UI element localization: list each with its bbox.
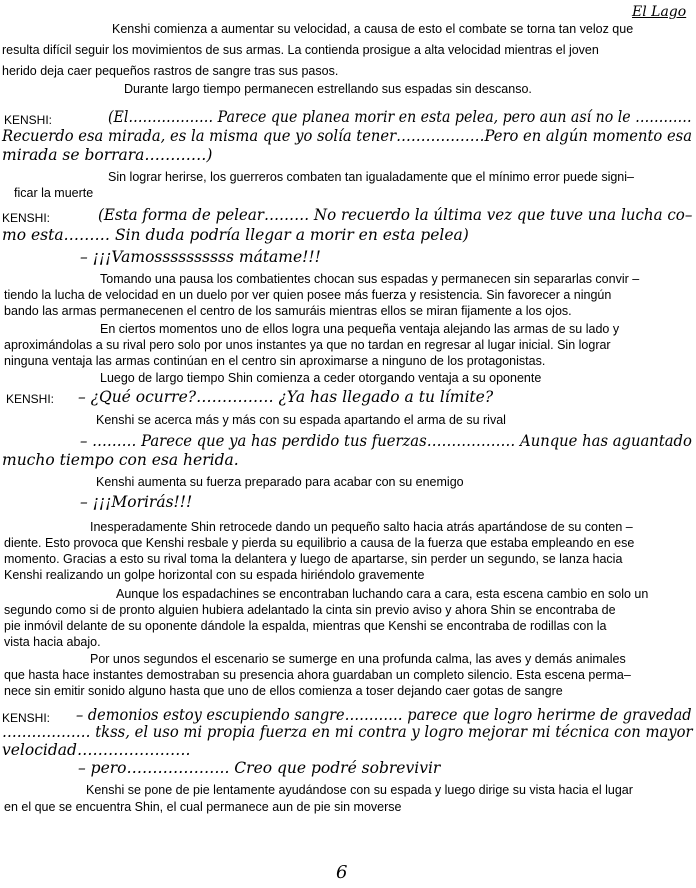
- narration-line: Kenshi aumenta su fuerza preparado para acabar con su enemigo: [96, 475, 464, 489]
- narration-line: aproximándolas a su rival pero solo por unos instantes ya que no tardan en regresar al lugar inicial. Sin lograr: [4, 338, 611, 352]
- narration-line: ninguna ventaja las armas continúan en el centro sin aproximarse a ninguno de los protagonistas.: [4, 354, 546, 368]
- narration-line: ficar la muerte: [14, 186, 94, 200]
- narration-line: Sin lograr herirse, los guerreros combaten tan igualadamente que el mínimo error puede signi–: [108, 170, 634, 184]
- dialogue-line: – demonios estoy escupiendo sangre………… parece que logro herirme de gravedad: [76, 706, 692, 724]
- narration-line: momento. Gracias a esto su rival toma la delantera y luego de apartarse, sin perder un segundo, se lanza hacia: [4, 552, 623, 566]
- dialogue-line: mirada se borrara…………): [2, 146, 213, 164]
- narration-line: Luego de largo tiempo Shin comienza a ceder otorgando ventaja a su oponente: [100, 371, 542, 385]
- speaker-label: KENSHI:: [6, 392, 55, 406]
- dialogue-line: (El……………… Parece que planea morir en esta pelea, pero aun así no le …………: [108, 108, 692, 126]
- narration-line: segundo como si de pronto alguien hubiera adelantado la cinta sin previo aviso y ahora Shin se encontraba de: [4, 603, 616, 617]
- page-number: 6: [336, 862, 348, 883]
- narration-line: en el que se encuentra Shin, el cual permanece aun de pie sin moverse: [4, 800, 402, 814]
- narration-line: bando las armas permanecenen el centro de los samuráis mientras ellos se miran fijamente a los ojos.: [4, 304, 572, 318]
- narration-line: tiendo la lucha de velocidad en un duelo por ver quien posee más fuerza y resistencia. Sin favorecer a ningún: [4, 288, 612, 302]
- narration-line: vista hacia abajo.: [4, 635, 101, 649]
- dialogue-line: – ¡¡¡Morirás!!!: [80, 493, 193, 511]
- narration-line: Inesperadamente Shin retrocede dando un pequeño salto hacia atrás apartándose de su conten –: [90, 520, 633, 534]
- narration-line: Aunque los espadachines se encontraban luchando cara a cara, esta escena cambio en solo un: [116, 587, 649, 601]
- dialogue-line: velocidad………………….: [2, 741, 191, 759]
- narration-line: pie inmóvil delante de su oponente dándole la espalda, mientras que Kenshi se encontraba de rodillas con la: [4, 619, 607, 633]
- dialogue-line: – pero……………….. Creo que podré sobrevivir: [78, 759, 441, 777]
- narration-line: Tomando una pausa los combatientes chocan sus espadas y permanecen sin separarlas convir –: [100, 272, 640, 286]
- narration-line: En ciertos momentos uno de ellos logra una pequeña ventaja alejando las armas de su lado y: [100, 322, 620, 336]
- dialogue-line: mucho tiempo con esa herida.: [2, 451, 239, 469]
- speaker-label: KENSHI:: [2, 211, 51, 225]
- speaker-label: KENSHI:: [2, 711, 51, 725]
- dialogue-line: (Esta forma de pelear……… No recuerdo la última vez que tuve una lucha co–: [98, 206, 693, 224]
- dialogue-line: ……………… tkss, el uso mi propia fuerza en mi contra y logro mejorar mi técnica con mayor: [2, 723, 693, 741]
- narration-line: Por unos segundos el escenario se sumerge en una profunda calma, las aves y demás animales: [90, 652, 626, 666]
- narration-line: diente. Esto provoca que Kenshi resbale y pierda su equilibrio a causa de la fuerza que estaba empleando en ese: [4, 536, 635, 550]
- narration-line: herido deja caer pequeños rastros de sangre tras sus pasos.: [2, 64, 339, 78]
- dialogue-line: – ¿Qué ocurre?…………… ¿Ya has llegado a tu límite?: [78, 388, 494, 406]
- narration-line: Kenshi se acerca más y más con su espada apartando el arma de su rival: [96, 413, 506, 427]
- dialogue-line: – ¡¡¡Vamossssssssss mátame!!!: [80, 248, 321, 266]
- narration-line: Kenshi realizando un golpe horizontal con su espada hiriéndolo gravemente: [4, 568, 425, 582]
- speaker-label: KENSHI:: [4, 113, 53, 127]
- dialogue-line: – ……… Parece que ya has perdido tus fuerzas……………… Aunque has aguantado: [80, 432, 692, 450]
- page-title: El Lago: [632, 4, 687, 20]
- narration-line: Durante largo tiempo permanecen estrellando sus espadas sin descanso.: [124, 82, 532, 96]
- narration-line: que hasta hace instantes demostraban su presencia ahora guardaban un completo silencio. Esta escena perma–: [4, 668, 631, 682]
- narration-line: Kenshi se pone de pie lentamente ayudándose con su espada y luego dirige su vista hacia el lugar: [86, 783, 633, 797]
- dialogue-line: Recuerdo esa mirada, es la misma que yo solía tener………………Pero en algún momento esa: [2, 127, 692, 145]
- dialogue-line: mo esta……… Sin duda podría llegar a morir en esta pelea): [2, 226, 469, 244]
- narration-line: nece sin emitir sonido alguno hasta que uno de ellos comienza a toser dejando caer gotas de sangre: [4, 684, 563, 698]
- narration-line: resulta difícil seguir los movimientos de sus armas. La contienda prosigue a alta velocidad mientras el joven: [2, 43, 599, 57]
- narration-line: Kenshi comienza a aumentar su velocidad, a causa de esto el combate se torna tan veloz que: [112, 22, 634, 36]
